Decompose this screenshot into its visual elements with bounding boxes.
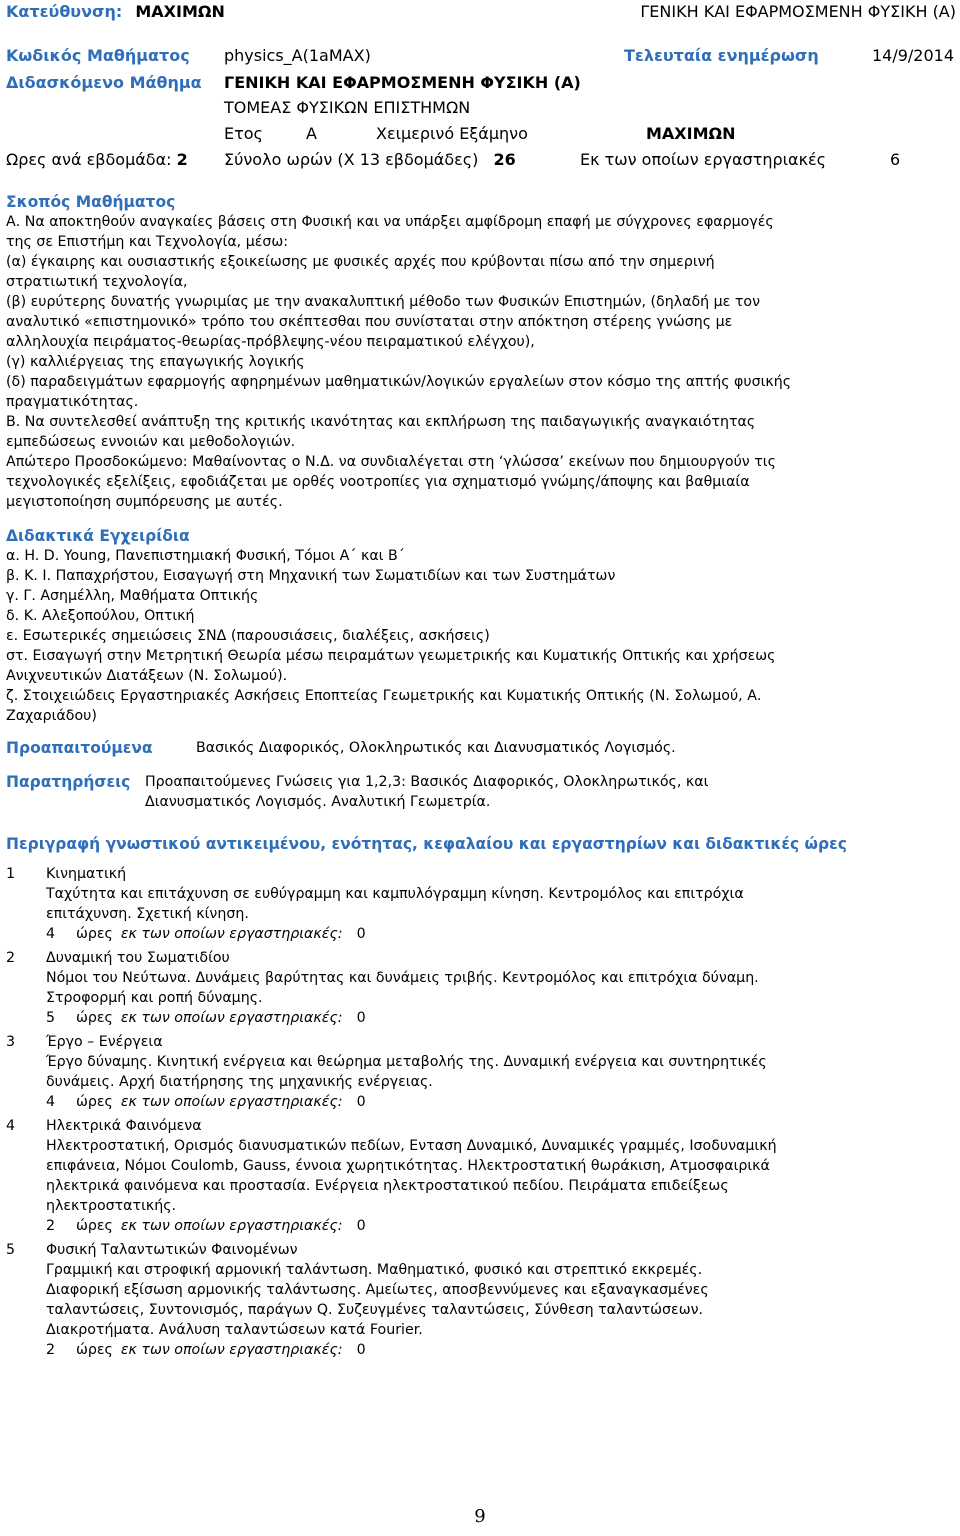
- year-value: Α: [306, 124, 317, 143]
- hours-total: [224, 150, 516, 170]
- purpose-line: αλληλουχία πειράματος-θεωρίας-πρόβλεψης-νέου πειραματικού ελέγχου),: [6, 334, 535, 350]
- purpose-line: στρατιωτική τεχνολογία,: [6, 274, 188, 290]
- textbook-line: δ. Κ. Αλεξοπούλου, Οπτική: [6, 608, 195, 624]
- textbook-line: Ζαχαριάδου): [6, 708, 97, 724]
- textbook-line: ζ. Στοιχειώδεις Εργαστηριακές Ασκήσεις Εποπτείας Γεωμετρικής και Κυματικής Οπτικής (Ν. Σολωμού, Α.: [6, 688, 762, 704]
- textbook-line: ε. Εσωτερικές σημειώσεις ΣΝΔ (παρουσιάσεις, διαλέξεις, ασκήσεις): [6, 628, 490, 644]
- description-title: Περιγραφή γνωστικού αντικειμένου, ενότητας, κεφαλαίου και εργαστηρίων και διδακτικές ώρες: [6, 835, 847, 853]
- textbook-line: γ. Γ. Ασημέλλη, Μαθήματα Οπτικής: [6, 588, 259, 604]
- unit-description-line: δυνάμεις. Αρχή διατήρησης της μηχανικής ενέργειας.: [46, 1074, 433, 1090]
- updated-value: 14/9/2014: [871, 46, 954, 65]
- textbook-line: στ. Εισαγωγή στην Μετρητική Θεωρία μέσω πειραμάτων γεωμετρικής και Κυματικής Οπτικής και χρήσεως: [6, 648, 776, 664]
- unit-description-line: ηλεκτροστατικής.: [46, 1198, 177, 1214]
- taught-label: Διδασκόμενο Μάθημα: [6, 73, 202, 92]
- unit-description-line: Ταχύτητα και επιτάχυνση σε ευθύγραμμη και καμπυλόγραμμη κίνηση. Κεντρομόλος και επιτρόχια: [46, 886, 744, 902]
- unit-lab-phrase: εκ των οποίων εργαστηριακές:: [120, 1010, 343, 1026]
- unit-title: Δυναμική του Σωματιδίου: [46, 950, 230, 966]
- updated-label: Τελευταία ενημέρωση: [624, 46, 819, 65]
- hours-total-label: Σύνολο ωρών (Χ 13 εβδομάδες): [224, 150, 479, 169]
- purpose-line: (α) έγκαιρης και ουσιαστικής εξοικείωσης με φυσικές αρχές που κρύβονται πίσω από την σημερινή: [6, 254, 715, 270]
- unit-hours-row: [46, 1008, 366, 1028]
- unit-hours-value: 5: [46, 1010, 56, 1026]
- unit-number: 3: [6, 1034, 16, 1050]
- code-label: Κωδικός Μαθήματος: [6, 46, 190, 65]
- unit-hours-row: [46, 1092, 366, 1112]
- lab-value: 6: [890, 150, 901, 169]
- unit-description-line: Διαφορική εξίσωση αρμονικής ταλάντωσης. Αμείωτες, αποσβεννύμενες και εξαναγκασμένες: [46, 1282, 709, 1298]
- direction-value: ΜΑΧΙΜΩΝ: [135, 2, 225, 21]
- unit-hours-value: 4: [46, 1094, 56, 1110]
- purpose-line: μεγιστοποίηση συμπόρευσης με αυτές.: [6, 494, 283, 510]
- unit-title: Φυσική Ταλαντωτικών Φαινομένων: [46, 1242, 298, 1258]
- unit-hours-word: ώρες: [76, 1342, 113, 1358]
- purpose-line: της σε Επιστήμη και Τεχνολογία, μέσω:: [6, 234, 289, 250]
- unit-description-line: επιτάχυνση. Σχετική κίνηση.: [46, 906, 249, 922]
- hours-week-label: Ωρες ανά εβδομάδα:: [6, 150, 172, 169]
- unit-description-line: Γραμμική και στροφική αρμονική ταλάντωση. Μαθηματικό, φυσικό και στρεπτικό εκκρεμές.: [46, 1262, 703, 1278]
- purpose-line: εμπεδώσεως εννοιών και μεθοδολογιών.: [6, 434, 296, 450]
- unit-hours-row: [46, 924, 366, 944]
- unit-lab-phrase: εκ των οποίων εργαστηριακές:: [120, 1342, 343, 1358]
- unit-description-line: Νόμοι του Νεύτωνα. Δυνάμεις βαρύτητας και δυνάμεις τριβής. Κεντρομόλος και επιτρόχια δύναμη.: [46, 970, 759, 986]
- unit-number: 4: [6, 1118, 16, 1134]
- lab-label: Εκ των οποίων εργαστηριακές: [580, 150, 827, 169]
- purpose-line: Α. Να αποκτηθούν αναγκαίες βάσεις στη Φυσική και να υπάρξει αμφίδρομη επαφή με σύγχρονες εφαρμογές: [6, 214, 774, 230]
- notes-line-1: Προαπαιτούμενες Γνώσεις για 1,2,3: Βασικός Διαφορικός, Ολοκληρωτικός, και: [145, 774, 709, 790]
- unit-number: 2: [6, 950, 16, 966]
- purpose-line: Β. Να συντελεσθεί ανάπτυξη της κριτικής ικανότητας και εκπλήρωση της παιδαγωγικής αναγκαιότητας: [6, 414, 756, 430]
- unit-lab-value: 0: [356, 1094, 366, 1110]
- textbook-line: α. H. D. Young, Πανεπιστημιακή Φυσική, Τόμοι Α΄ και Β΄: [6, 548, 405, 564]
- unit-hours-word: ώρες: [76, 1094, 113, 1110]
- unit-hours-value: 4: [46, 926, 56, 942]
- purpose-line: αναλυτικό «επιστημονικό» τρόπο του σκέπτεσθαι που συνίσταται στην απόκτηση στέρεης γνώσης με: [6, 314, 733, 330]
- hours-week: [6, 150, 188, 170]
- textbook-line: Ανιχνευτικών Διατάξεων (Ν. Σολωμού).: [6, 668, 288, 684]
- unit-description-line: ταλαντώσεις, Συντονισμός, παράγων Q. Συζευγμένες ταλαντώσεις, Σύνθεση ταλαντώσεων.: [46, 1302, 704, 1318]
- unit-description-line: ηλεκτρικά φαινόμενα και προστασία. Ενέργεια ηλεκτροστατικού πεδίου. Πειράματα επιδείξεως: [46, 1178, 729, 1194]
- year-label: Ετος: [224, 124, 263, 143]
- unit-description-line: επιφάνεια, Νόμοι Coulomb, Gauss, έννοια χωρητικότητας. Ηλεκτροστατική θωράκιση, Ατμοσφαιρικά: [46, 1158, 770, 1174]
- direction-value-2: ΜΑΧΙΜΩΝ: [646, 124, 736, 143]
- unit-lab-value: 0: [356, 926, 366, 942]
- unit-hours-value: 2: [46, 1218, 56, 1234]
- unit-lab-value: 0: [356, 1342, 366, 1358]
- unit-title: Ηλεκτρικά Φαινόμενα: [46, 1118, 202, 1134]
- department: ΤΟΜΕΑΣ ΦΥΣΙΚΩΝ ΕΠΙΣΤΗΜΩΝ: [224, 98, 471, 117]
- code-value: physics_A(1aMAX): [224, 46, 371, 65]
- unit-description-line: Διακροτήματα. Ανάλυση ταλαντώσεων κατά Fourier.: [46, 1322, 423, 1338]
- unit-hours-word: ώρες: [76, 926, 113, 942]
- purpose-line: (δ) παραδειγμάτων εφαρμογής αφηρημένων μαθηματικών/λογικών εργαλείων στον κόσμο της απτής φυσικής: [6, 374, 792, 390]
- unit-lab-value: 0: [356, 1010, 366, 1026]
- direction-label: Κατεύθυνση:: [6, 2, 123, 21]
- course-header-title: ΓΕΝΙΚΗ ΚΑΙ ΕΦΑΡΜΟΣΜΕΝΗ ΦΥΣΙΚΗ (Α): [640, 2, 956, 21]
- unit-title: Κινηματική: [46, 866, 127, 882]
- prerequisites-value: Βασικός Διαφορικός, Ολοκληρωτικός και Διανυσματικός Λογισμός.: [196, 740, 676, 756]
- textbooks-title: Διδακτικά Εγχειρίδια: [6, 527, 190, 545]
- semester: Χειμερινό Εξάμηνο: [376, 124, 528, 143]
- unit-number: 5: [6, 1242, 16, 1258]
- unit-hours-row: [46, 1340, 366, 1360]
- purpose-line: τεχνολογικές εξελίξεις, εφοδιάζεται με ορθές νοοτροπίες για σχηματισμό γνώμης/άποψης και βαθμιαία: [6, 474, 750, 490]
- purpose-line: (γ) καλλιέργειας της επαγωγικής λογικής: [6, 354, 305, 370]
- unit-hours-row: [46, 1216, 366, 1236]
- unit-description-line: Έργο δύναμης. Κινητική ενέργεια και θεώρημα μεταβολής της. Δυναμική ενέργεια και συντηρητικές: [46, 1054, 767, 1070]
- unit-lab-value: 0: [356, 1218, 366, 1234]
- unit-number: 1: [6, 866, 16, 882]
- unit-lab-phrase: εκ των οποίων εργαστηριακές:: [120, 926, 343, 942]
- hours-total-value: 26: [493, 150, 516, 169]
- hours-week-value: 2: [176, 150, 188, 169]
- page-number: 9: [474, 1506, 486, 1527]
- prerequisites-title: Προαπαιτούμενα: [6, 739, 153, 757]
- unit-description-line: Ηλεκτροστατική, Ορισμός διανυσματικών πεδίων, Ενταση Δυναμικό, Δυναμικές γραμμές, Ισοδυναμική: [46, 1138, 777, 1154]
- direction-header: [6, 2, 225, 22]
- unit-lab-phrase: εκ των οποίων εργαστηριακές:: [120, 1094, 343, 1110]
- unit-lab-phrase: εκ των οποίων εργαστηριακές:: [120, 1218, 343, 1234]
- taught-value: ΓΕΝΙΚΗ ΚΑΙ ΕΦΑΡΜΟΣΜΕΝΗ ΦΥΣΙΚΗ (Α): [224, 73, 581, 92]
- unit-title: Έργο – Ενέργεια: [46, 1034, 163, 1050]
- notes-title: Παρατηρήσεις: [6, 773, 131, 791]
- notes-line-2: Διανυσματικός Λογισμός. Αναλυτική Γεωμετρία.: [145, 794, 491, 810]
- textbook-line: β. Κ. Ι. Παπαχρήστου, Εισαγωγή στη Μηχανική των Σωματιδίων και των Συστημάτων: [6, 568, 616, 584]
- purpose-line: πραγματικότητας.: [6, 394, 139, 410]
- unit-hours-word: ώρες: [76, 1010, 113, 1026]
- unit-hours-value: 2: [46, 1342, 56, 1358]
- unit-hours-word: ώρες: [76, 1218, 113, 1234]
- purpose-title: Σκοπός Μαθήματος: [6, 193, 176, 211]
- unit-description-line: Στροφορμή και ροπή δύναμης.: [46, 990, 263, 1006]
- purpose-line: Απώτερο Προσδοκώμενο: Μαθαίνοντας ο Ν.Δ. να συνδιαλέγεται στη ‘γλώσσα’ εκείνων που δημιουργούν τις: [6, 454, 776, 470]
- purpose-line: (β) ευρύτερης δυνατής γνωριμίας με την ανακαλυπτική μέθοδο των Φυσικών Επιστημών, (δηλαδή με τον: [6, 294, 761, 310]
